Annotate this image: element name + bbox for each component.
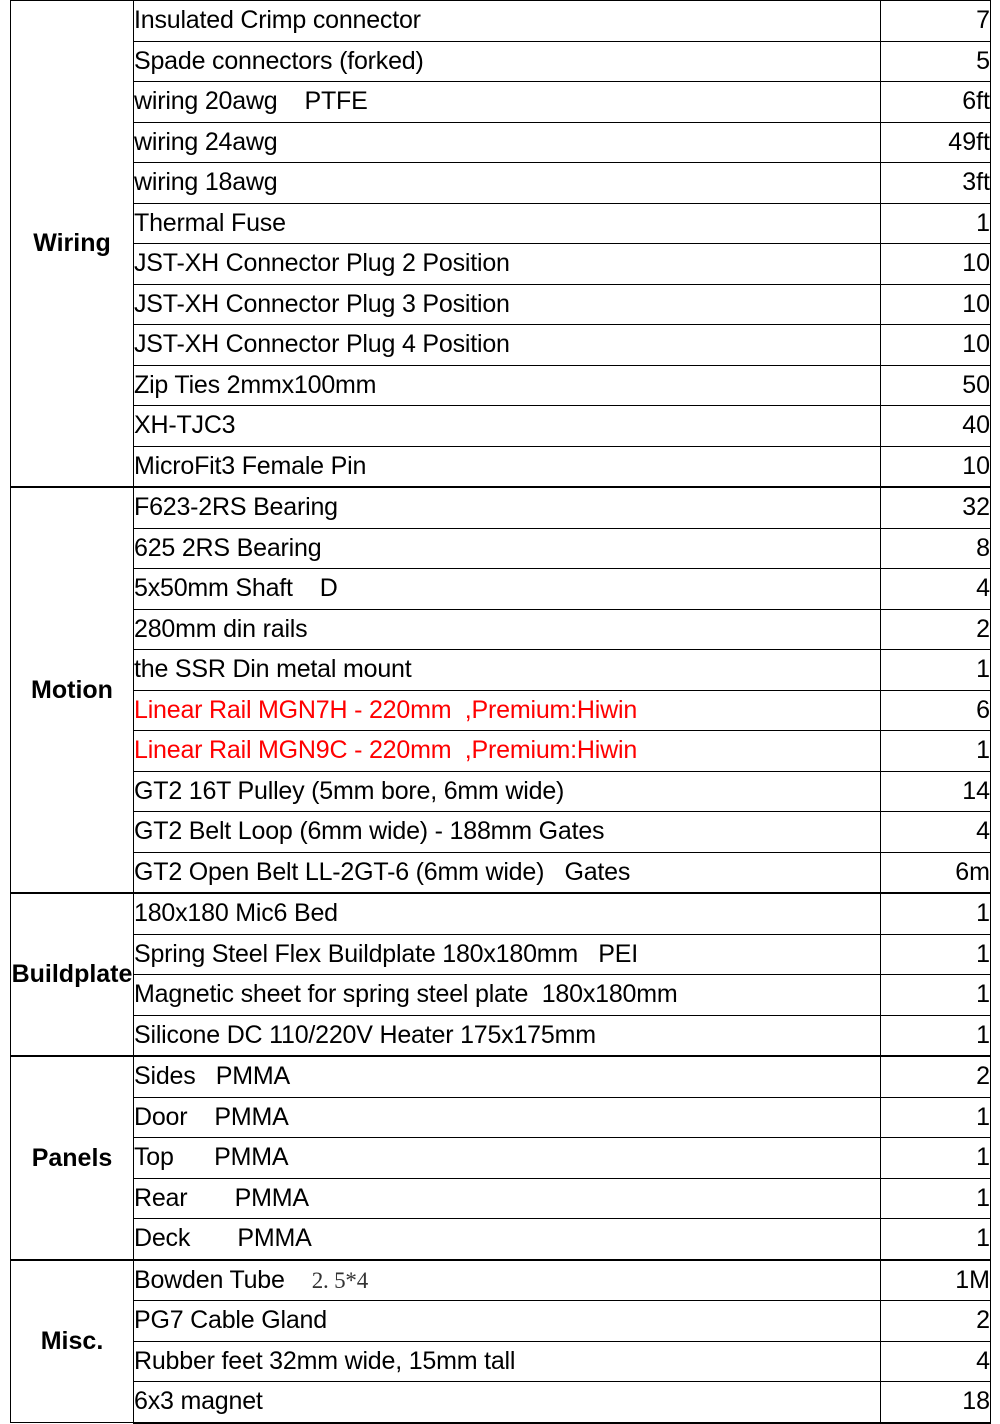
- item-description-cell: JST-XH Connector Plug 3 Position: [134, 284, 881, 325]
- quantity-cell: 8: [881, 528, 991, 569]
- quantity-cell: 1: [881, 893, 991, 934]
- item-description-cell: wiring 18awg: [134, 163, 881, 204]
- quantity-cell: 1: [881, 1015, 991, 1056]
- table-row: [11, 569, 991, 610]
- item-size-note: 2. 5*4: [311, 1267, 368, 1293]
- item-description-cell: 280mm din rails: [134, 609, 881, 650]
- table-row: [11, 934, 991, 975]
- item-description-cell: wiring 24awg: [134, 122, 881, 163]
- table-row: [11, 244, 991, 285]
- item-description-cell: Spring Steel Flex Buildplate 180x180mm PEI: [134, 934, 881, 975]
- table-row: [11, 852, 991, 893]
- quantity-cell: 4: [881, 569, 991, 610]
- table-row: [11, 1341, 991, 1382]
- table-row: [11, 487, 991, 528]
- item-description-cell: Linear Rail MGN9C - 220mm ,Premium:Hiwin: [134, 731, 881, 772]
- quantity-cell: 3ft: [881, 163, 991, 204]
- table-row: [11, 1097, 991, 1138]
- quantity-cell: 18: [881, 1382, 991, 1423]
- quantity-cell: 1: [881, 934, 991, 975]
- quantity-cell: 5: [881, 41, 991, 82]
- item-description-cell: 5x50mm Shaft D: [134, 569, 881, 610]
- quantity-cell: 6ft: [881, 82, 991, 123]
- quantity-cell: 10: [881, 284, 991, 325]
- quantity-cell: 4: [881, 1341, 991, 1382]
- quantity-cell: 2: [881, 1301, 991, 1342]
- table-row: [11, 975, 991, 1016]
- item-description-cell: [134, 1260, 881, 1301]
- table-row: [11, 1219, 991, 1260]
- item-description-cell: GT2 Belt Loop (6mm wide) - 188mm Gates: [134, 812, 881, 853]
- item-description-cell: Rubber feet 32mm wide, 15mm tall: [134, 1341, 881, 1382]
- item-description-cell: Sides PMMA: [134, 1056, 881, 1097]
- quantity-cell: 10: [881, 446, 991, 487]
- table-row: [11, 406, 991, 447]
- quantity-cell: 32: [881, 487, 991, 528]
- quantity-cell: 1: [881, 203, 991, 244]
- table-row: [11, 365, 991, 406]
- table-row: [11, 690, 991, 731]
- item-description-cell: Spade connectors (forked): [134, 41, 881, 82]
- quantity-cell: 40: [881, 406, 991, 447]
- table-row: [11, 731, 991, 772]
- item-description-cell: GT2 16T Pulley (5mm bore, 6mm wide): [134, 771, 881, 812]
- table-row: [11, 163, 991, 204]
- table-row: [11, 650, 991, 691]
- table-body: [11, 1, 991, 1423]
- quantity-cell: 1: [881, 1178, 991, 1219]
- table-row: [11, 203, 991, 244]
- table-row: [11, 1015, 991, 1056]
- quantity-cell: 4: [881, 812, 991, 853]
- quantity-cell: 7: [881, 1, 991, 42]
- quantity-cell: 50: [881, 365, 991, 406]
- item-description-cell: Rear PMMA: [134, 1178, 881, 1219]
- item-description-cell: JST-XH Connector Plug 4 Position: [134, 325, 881, 366]
- item-description-cell: Top PMMA: [134, 1138, 881, 1179]
- item-description-cell: Deck PMMA: [134, 1219, 881, 1260]
- bill-of-materials-table: [10, 0, 991, 1424]
- table-row: [11, 1301, 991, 1342]
- table-row: [11, 284, 991, 325]
- item-description-cell: 180x180 Mic6 Bed: [134, 893, 881, 934]
- table-row: [11, 1056, 991, 1097]
- table-row: [11, 609, 991, 650]
- item-description-cell: 6x3 magnet: [134, 1382, 881, 1423]
- item-description-cell: GT2 Open Belt LL-2GT-6 (6mm wide) Gates: [134, 852, 881, 893]
- category-cell: Misc.: [11, 1260, 134, 1423]
- table-row: [11, 41, 991, 82]
- quantity-cell: 1: [881, 731, 991, 772]
- category-cell: Motion: [11, 487, 134, 893]
- quantity-cell: 2: [881, 609, 991, 650]
- item-description-cell: Door PMMA: [134, 1097, 881, 1138]
- table-row: [11, 771, 991, 812]
- table-row: [11, 1178, 991, 1219]
- table-row: [11, 446, 991, 487]
- table-row: [11, 1260, 991, 1301]
- item-description-cell: Insulated Crimp connector: [134, 1, 881, 42]
- item-description-cell: Thermal Fuse: [134, 203, 881, 244]
- item-description-cell: F623-2RS Bearing: [134, 487, 881, 528]
- item-description-text: Bowden Tube: [134, 1265, 312, 1294]
- table-row: [11, 1382, 991, 1423]
- item-description-cell: the SSR Din metal mount: [134, 650, 881, 691]
- quantity-cell: 1: [881, 650, 991, 691]
- category-cell: Buildplate: [11, 893, 134, 1056]
- quantity-cell: 1: [881, 1219, 991, 1260]
- quantity-cell: 1: [881, 975, 991, 1016]
- quantity-cell: 1M: [881, 1260, 991, 1301]
- table-row: [11, 812, 991, 853]
- item-description-cell: Magnetic sheet for spring steel plate 180x180mm: [134, 975, 881, 1016]
- quantity-cell: 14: [881, 771, 991, 812]
- item-description-cell: 625 2RS Bearing: [134, 528, 881, 569]
- table-row: [11, 1138, 991, 1179]
- item-description-cell: XH-TJC3: [134, 406, 881, 447]
- item-description-cell: Silicone DC 110/220V Heater 175x175mm: [134, 1015, 881, 1056]
- category-cell: Panels: [11, 1056, 134, 1260]
- quantity-cell: 10: [881, 325, 991, 366]
- quantity-cell: 2: [881, 1056, 991, 1097]
- item-description-cell: Linear Rail MGN7H - 220mm ,Premium:Hiwin: [134, 690, 881, 731]
- table-row: [11, 528, 991, 569]
- quantity-cell: 6m: [881, 852, 991, 893]
- item-description-cell: JST-XH Connector Plug 2 Position: [134, 244, 881, 285]
- category-cell: Wiring: [11, 1, 134, 488]
- table-row: [11, 82, 991, 123]
- table-row: [11, 325, 991, 366]
- item-description-cell: PG7 Cable Gland: [134, 1301, 881, 1342]
- item-description-cell: Zip Ties 2mmx100mm: [134, 365, 881, 406]
- quantity-cell: 6: [881, 690, 991, 731]
- quantity-cell: 1: [881, 1138, 991, 1179]
- quantity-cell: 10: [881, 244, 991, 285]
- quantity-cell: 49ft: [881, 122, 991, 163]
- item-description-cell: wiring 20awg PTFE: [134, 82, 881, 123]
- quantity-cell: 1: [881, 1097, 991, 1138]
- table-row: [11, 122, 991, 163]
- table-row: [11, 893, 991, 934]
- item-description-cell: MicroFit3 Female Pin: [134, 446, 881, 487]
- table-row: [11, 1, 991, 42]
